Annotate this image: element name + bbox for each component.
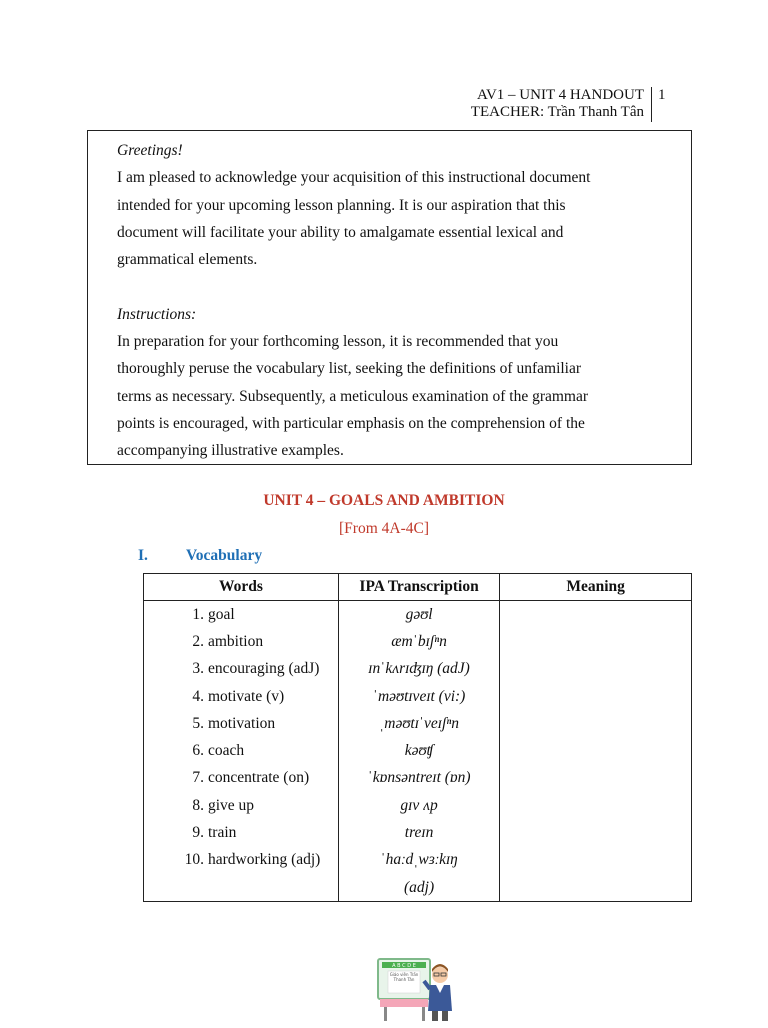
word: goal	[208, 605, 235, 623]
ipa: ˈkɒnsəntreɪt (ɒn)	[338, 765, 499, 792]
table-row	[144, 628, 692, 655]
row-number: 10.	[184, 851, 204, 869]
header-teacher: TEACHER: Trần Thanh Tân	[470, 104, 644, 120]
header-divider	[651, 87, 652, 122]
word: hardworking (adj)	[208, 851, 321, 869]
unit-range: [From 4A-4C]	[339, 520, 429, 537]
greeting-line: document will facilitate your ability to amalgamate essential lexical and	[117, 223, 564, 241]
meaning-cell	[500, 628, 692, 655]
row-number: 7.	[192, 769, 204, 787]
word: give up	[208, 796, 255, 814]
table-row	[144, 847, 692, 874]
ipa: ˈməʊtɪveɪt (vi:)	[338, 683, 499, 710]
meaning-cell	[500, 601, 692, 629]
row-number: 4.	[192, 687, 204, 705]
table-row	[144, 601, 692, 629]
word: motivation	[208, 714, 276, 732]
section-number: I.	[138, 547, 148, 564]
section-title: Vocabulary	[186, 547, 263, 564]
ipa: gəʊl	[338, 601, 499, 629]
meaning-cell	[500, 874, 692, 902]
teacher-board-icon	[370, 955, 460, 1023]
word: train	[208, 824, 237, 842]
table-header-row	[144, 574, 692, 601]
row-number: 8.	[192, 796, 204, 814]
ipa: ˈhaːdˌwɜːkɪŋ	[338, 847, 499, 874]
meaning-cell	[500, 656, 692, 683]
row-number: 9.	[192, 824, 204, 842]
header-text	[471, 87, 644, 121]
row-number: 6.	[192, 742, 204, 760]
instruction-line: In preparation for your forthcoming lesson, it is recommended that you	[117, 333, 559, 351]
header-words: Words	[144, 574, 339, 601]
instruction-line: thoroughly peruse the vocabulary list, seeking the definitions of unfamiliar	[117, 360, 582, 378]
row-number: 1.	[192, 605, 204, 623]
row-number: 2.	[192, 632, 204, 650]
unit-title: UNIT 4 – GOALS AND AMBITION	[263, 492, 505, 509]
page-number: 1	[658, 87, 666, 103]
table-row	[144, 656, 692, 683]
ipa-continuation: (adj)	[338, 874, 499, 902]
board-caption: Giáo viên Trần Thanh Tân	[389, 972, 419, 982]
greeting-line: intended for your upcoming lesson planning. It is our aspiration that this	[117, 196, 566, 214]
greeting-line: I am pleased to acknowledge your acquisition of this instructional document	[117, 169, 591, 187]
vocabulary-table	[143, 573, 692, 902]
teacher-illustration	[370, 955, 460, 1023]
meaning-cell	[500, 792, 692, 819]
meaning-cell	[500, 847, 692, 874]
table-row	[144, 792, 692, 819]
instruction-line: accompanying illustrative examples.	[117, 442, 344, 460]
greeting-line: grammatical elements.	[117, 251, 258, 269]
word: motivate (v)	[208, 687, 285, 705]
table-row	[144, 710, 692, 737]
word: coach	[208, 742, 245, 760]
table-row	[144, 819, 692, 846]
table-row	[144, 683, 692, 710]
ipa: treɪn	[338, 819, 499, 846]
table-row	[144, 737, 692, 764]
meaning-cell	[500, 765, 692, 792]
word: ambition	[208, 632, 264, 650]
instructions-title: Instructions:	[117, 305, 197, 323]
header-title: AV1 – UNIT 4 HANDOUT	[477, 87, 644, 103]
header-ipa: IPA Transcription	[338, 574, 499, 601]
intro-box	[87, 130, 692, 465]
instruction-line: terms as necessary. Subsequently, a meticulous examination of the grammar	[117, 387, 589, 405]
header-meaning: Meaning	[500, 574, 692, 601]
table-row	[144, 874, 692, 902]
row-number: 5.	[192, 714, 204, 732]
meaning-cell	[500, 683, 692, 710]
row-number: 3.	[192, 660, 204, 678]
greeting-title: Greetings!	[117, 142, 183, 159]
instruction-line: points is encouraged, with particular emphasis on the comprehension of the	[117, 414, 585, 432]
ipa: æmˈbɪʃⁿn	[338, 628, 499, 655]
board-letters: A B C D E	[392, 963, 416, 969]
meaning-cell	[500, 819, 692, 846]
meaning-cell	[500, 710, 692, 737]
meaning-cell	[500, 737, 692, 764]
table-row	[144, 765, 692, 792]
ipa: ˌməʊtɪˈveɪʃⁿn	[338, 710, 499, 737]
word: concentrate (on)	[208, 769, 310, 787]
ipa: gɪv ʌp	[338, 792, 499, 819]
ipa: kəʊʧ	[338, 737, 499, 764]
word: encouraging (adJ)	[208, 660, 320, 678]
ipa: ɪnˈkʌrɪʤɪŋ (adJ)	[338, 656, 499, 683]
